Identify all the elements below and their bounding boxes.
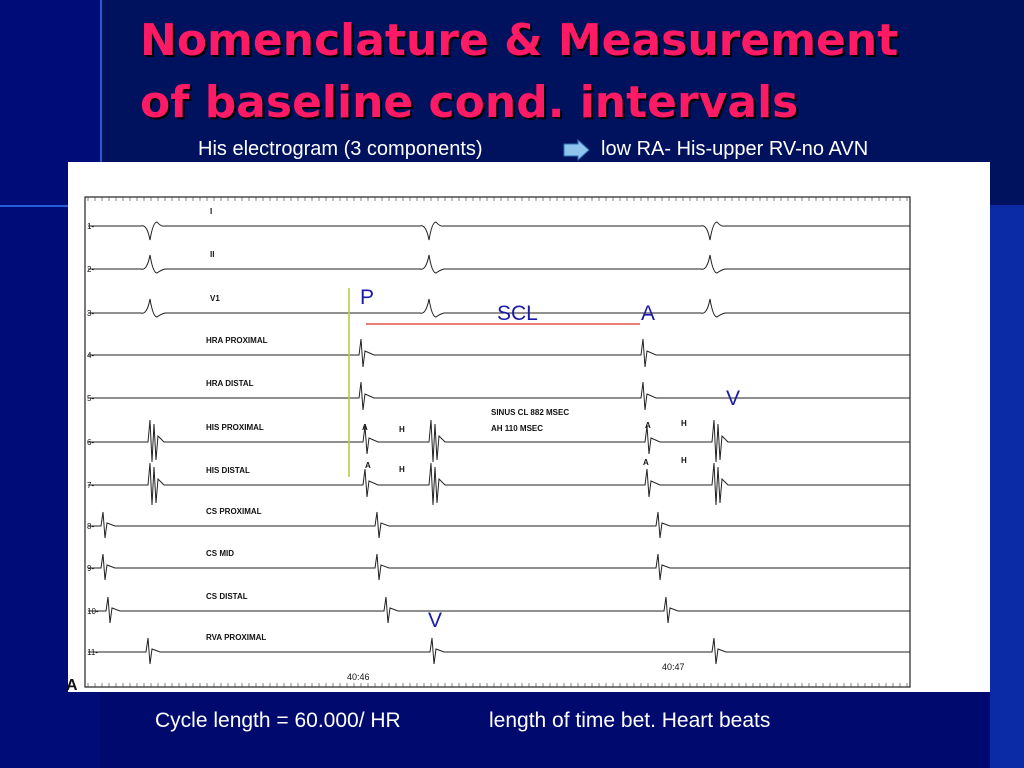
tracing-channel-labels bbox=[87, 207, 268, 657]
channel-label: V1 bbox=[210, 294, 220, 303]
footer-cycle-length: Cycle length = 60.000/ HR bbox=[155, 709, 401, 732]
channel-number: 1- bbox=[87, 222, 95, 231]
printed-marker-a: A bbox=[362, 423, 368, 432]
a-wave-annotation: A bbox=[641, 302, 656, 325]
channel-label: HRA PROXIMAL bbox=[206, 336, 268, 345]
panel-letter: A bbox=[66, 677, 78, 694]
printed-marker-a: A bbox=[365, 461, 371, 470]
channel-label: I bbox=[210, 207, 213, 216]
time-label-2: 40:47 bbox=[662, 662, 685, 672]
v-wave-annotation-right: V bbox=[726, 387, 741, 410]
slide-title-line-2: of baseline cond. intervals bbox=[140, 77, 799, 128]
subtitle-left: His electrogram (3 components) bbox=[198, 138, 483, 160]
channel-number: 10- bbox=[87, 607, 99, 616]
channel-label: II bbox=[210, 250, 215, 259]
channel-number: 5- bbox=[87, 394, 95, 403]
printed-marker-h: H bbox=[399, 425, 405, 434]
channel-label: CS PROXIMAL bbox=[206, 507, 262, 516]
printed-marker-h: H bbox=[681, 419, 687, 428]
electrogram-tracing bbox=[68, 162, 990, 692]
subtitle-right: low RA- His-upper RV-no AVN bbox=[601, 138, 869, 160]
slide-title-line-1: Nomenclature & Measurement bbox=[140, 15, 899, 66]
channel-label: HRA DISTAL bbox=[206, 379, 254, 388]
channel-label: HIS DISTAL bbox=[206, 466, 250, 475]
channel-number: 9- bbox=[87, 564, 95, 573]
printed-marker-a: A bbox=[645, 421, 651, 430]
channel-number: 2- bbox=[87, 265, 95, 274]
v-wave-annotation-bottom: V bbox=[428, 609, 443, 632]
channel-number: 7- bbox=[87, 481, 95, 490]
background-right bbox=[990, 205, 1024, 768]
p-wave-annotation: P bbox=[360, 286, 375, 309]
channel-number: 3- bbox=[87, 309, 95, 318]
channel-label: CS MID bbox=[206, 549, 234, 558]
channel-number: 4- bbox=[87, 351, 95, 360]
printed-marker-h: H bbox=[681, 456, 687, 465]
channel-label: CS DISTAL bbox=[206, 592, 248, 601]
channel-trace bbox=[88, 222, 910, 240]
channel-number: 6- bbox=[87, 438, 95, 447]
channel-number: 11- bbox=[87, 648, 98, 657]
channel-label: HIS PROXIMAL bbox=[206, 423, 264, 432]
printed-marker-a: A bbox=[643, 458, 649, 467]
slide-title bbox=[140, 10, 898, 134]
scl-annotation: SCL bbox=[497, 302, 538, 325]
time-label-1: 40:46 bbox=[347, 672, 370, 682]
sinus-cl-label: SINUS CL 882 MSEC bbox=[491, 408, 570, 417]
right-arrow-icon bbox=[563, 139, 591, 161]
footer-description: length of time bet. Heart beats bbox=[489, 709, 771, 732]
electrogram-figure bbox=[68, 162, 990, 692]
printed-marker-h: H bbox=[399, 465, 405, 474]
ah-interval-label: AH 110 MSEC bbox=[491, 424, 544, 433]
channel-label: RVA PROXIMAL bbox=[206, 633, 267, 642]
channel-number: 8- bbox=[87, 522, 95, 531]
